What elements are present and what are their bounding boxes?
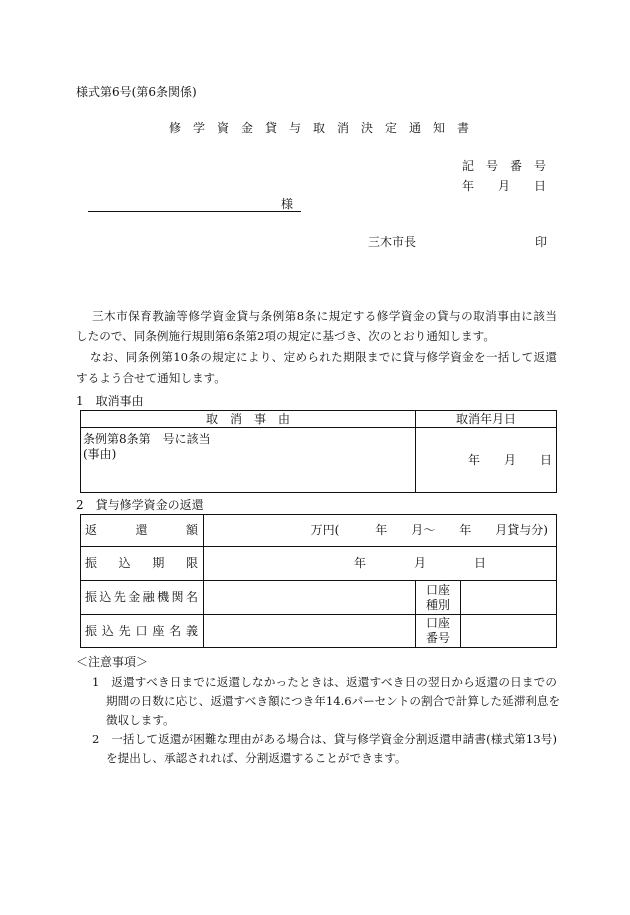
deadline-value: 年 月 日 <box>354 556 487 570</box>
label-char: 名 <box>185 590 198 604</box>
note-line: 1 返還すべき日までに返還しなかったときは、返還すべき日の翌日から返還の日までの <box>92 675 557 689</box>
table-row <box>81 515 557 547</box>
table-row <box>81 581 557 615</box>
table-row <box>81 428 557 493</box>
body-line: なお、同条例第10条の規定により、定められた期限までに貸与修学資金を一括して返還 <box>90 350 557 364</box>
section2-heading: 2 貸与修学資金の返還 <box>76 498 204 512</box>
holder-label-cell <box>81 615 204 648</box>
document-title: 修 学 資 金 貸 与 取 消 決 定 通 知 書 <box>169 121 470 135</box>
label-char: 額 <box>185 523 198 537</box>
label-char: 込 <box>118 556 131 570</box>
deadline-value-cell <box>204 547 557 581</box>
table-row <box>81 615 557 648</box>
account-number-label-cell <box>416 615 461 648</box>
label-char: 金 <box>128 590 141 604</box>
label-char: 機 <box>157 590 170 604</box>
note-line: 2 一括して返還が困難な理由がある場合は、貸与修学資金分割返還申請書(様式第13号) <box>92 732 557 746</box>
reason-clause: 条例第8条第 号に該当 <box>83 432 211 446</box>
deadline-label-cell <box>81 547 204 581</box>
label-char: 座 <box>152 623 165 638</box>
amount-value: 万円( 年 月〜 年 月貸与分) <box>310 523 548 537</box>
label-char: 関 <box>171 590 184 604</box>
revocation-date-value: 年 月 日 <box>467 452 552 467</box>
label-char: 先 <box>118 623 131 638</box>
body-line: するよう合せて通知します。 <box>76 371 226 385</box>
note-line: 期間の日数に応じ、返還すべき額につき年14.6パーセントの割合で計算した延滞利息を <box>106 694 561 708</box>
account-number-label-line: 口座 <box>425 616 450 630</box>
reason-detail-label: (事由) <box>83 447 117 461</box>
label-char: 限 <box>185 556 198 570</box>
label-char: 込 <box>99 590 112 604</box>
form-number: 様式第6号(第6条関係) <box>76 85 197 99</box>
label-char: 振 <box>85 556 98 570</box>
label-char: 返 <box>85 523 98 537</box>
table-header-row <box>81 411 557 428</box>
label-char: 期 <box>152 556 165 570</box>
table-row <box>81 547 557 581</box>
revocation-table <box>80 410 557 493</box>
label-char: 口 <box>135 623 148 638</box>
account-number-value-cell <box>461 615 557 648</box>
bank-label <box>85 590 198 605</box>
record-number-label: 記 号 番 号 <box>462 159 547 173</box>
body-line: 三木市保育教諭等修学資金貸与条例第8条に規定する修学資金の貸与の取消事由に該当 <box>92 309 557 323</box>
addressee-suffix: 様 <box>281 197 294 211</box>
deadline-label <box>85 556 198 571</box>
notes-heading: ＜注意事項＞ <box>76 655 149 669</box>
label-char: 振 <box>85 590 98 604</box>
amount-value-cell <box>204 515 557 547</box>
seal-mark: 印 <box>535 235 548 249</box>
label-char: 先 <box>113 590 126 604</box>
holder-label <box>85 624 198 639</box>
revocation-reason-cell <box>81 428 416 493</box>
addressee-underline <box>88 211 301 212</box>
holder-value-cell <box>204 615 416 648</box>
bank-label-cell <box>81 581 204 615</box>
bank-value-cell <box>204 581 416 615</box>
label-char: 名 <box>169 623 182 638</box>
account-type-label-line: 口座 <box>425 582 450 597</box>
account-type-label-cell <box>416 581 461 615</box>
amount-label-cell <box>81 515 204 547</box>
amount-label <box>85 523 198 538</box>
account-type-label-line: 種別 <box>425 597 450 612</box>
issue-date-label: 年 月 日 <box>462 179 547 193</box>
repayment-table <box>80 514 557 648</box>
account-type-value-cell <box>461 581 557 615</box>
header-revocation-reason: 取 消 事 由 <box>81 411 416 428</box>
issuer-name: 三木市長 <box>368 235 417 249</box>
body-line: したので、同条例施行規則第6条第2項の規定に基づき、次のとおり通知します。 <box>76 329 495 343</box>
section1-heading: 1 取消事由 <box>76 394 144 408</box>
note-line: 徴収します。 <box>106 713 175 727</box>
label-char: 還 <box>135 523 148 537</box>
label-char: 義 <box>185 623 198 638</box>
label-char: 融 <box>142 590 155 604</box>
label-char: 込 <box>101 623 114 638</box>
account-number-label-line: 番号 <box>425 631 450 645</box>
label-char: 振 <box>85 623 98 638</box>
revocation-date-cell <box>416 428 557 493</box>
header-revocation-date: 取消年月日 <box>416 411 557 428</box>
note-line: を提出し、承認されれば、分割返還することができます。 <box>106 751 407 765</box>
